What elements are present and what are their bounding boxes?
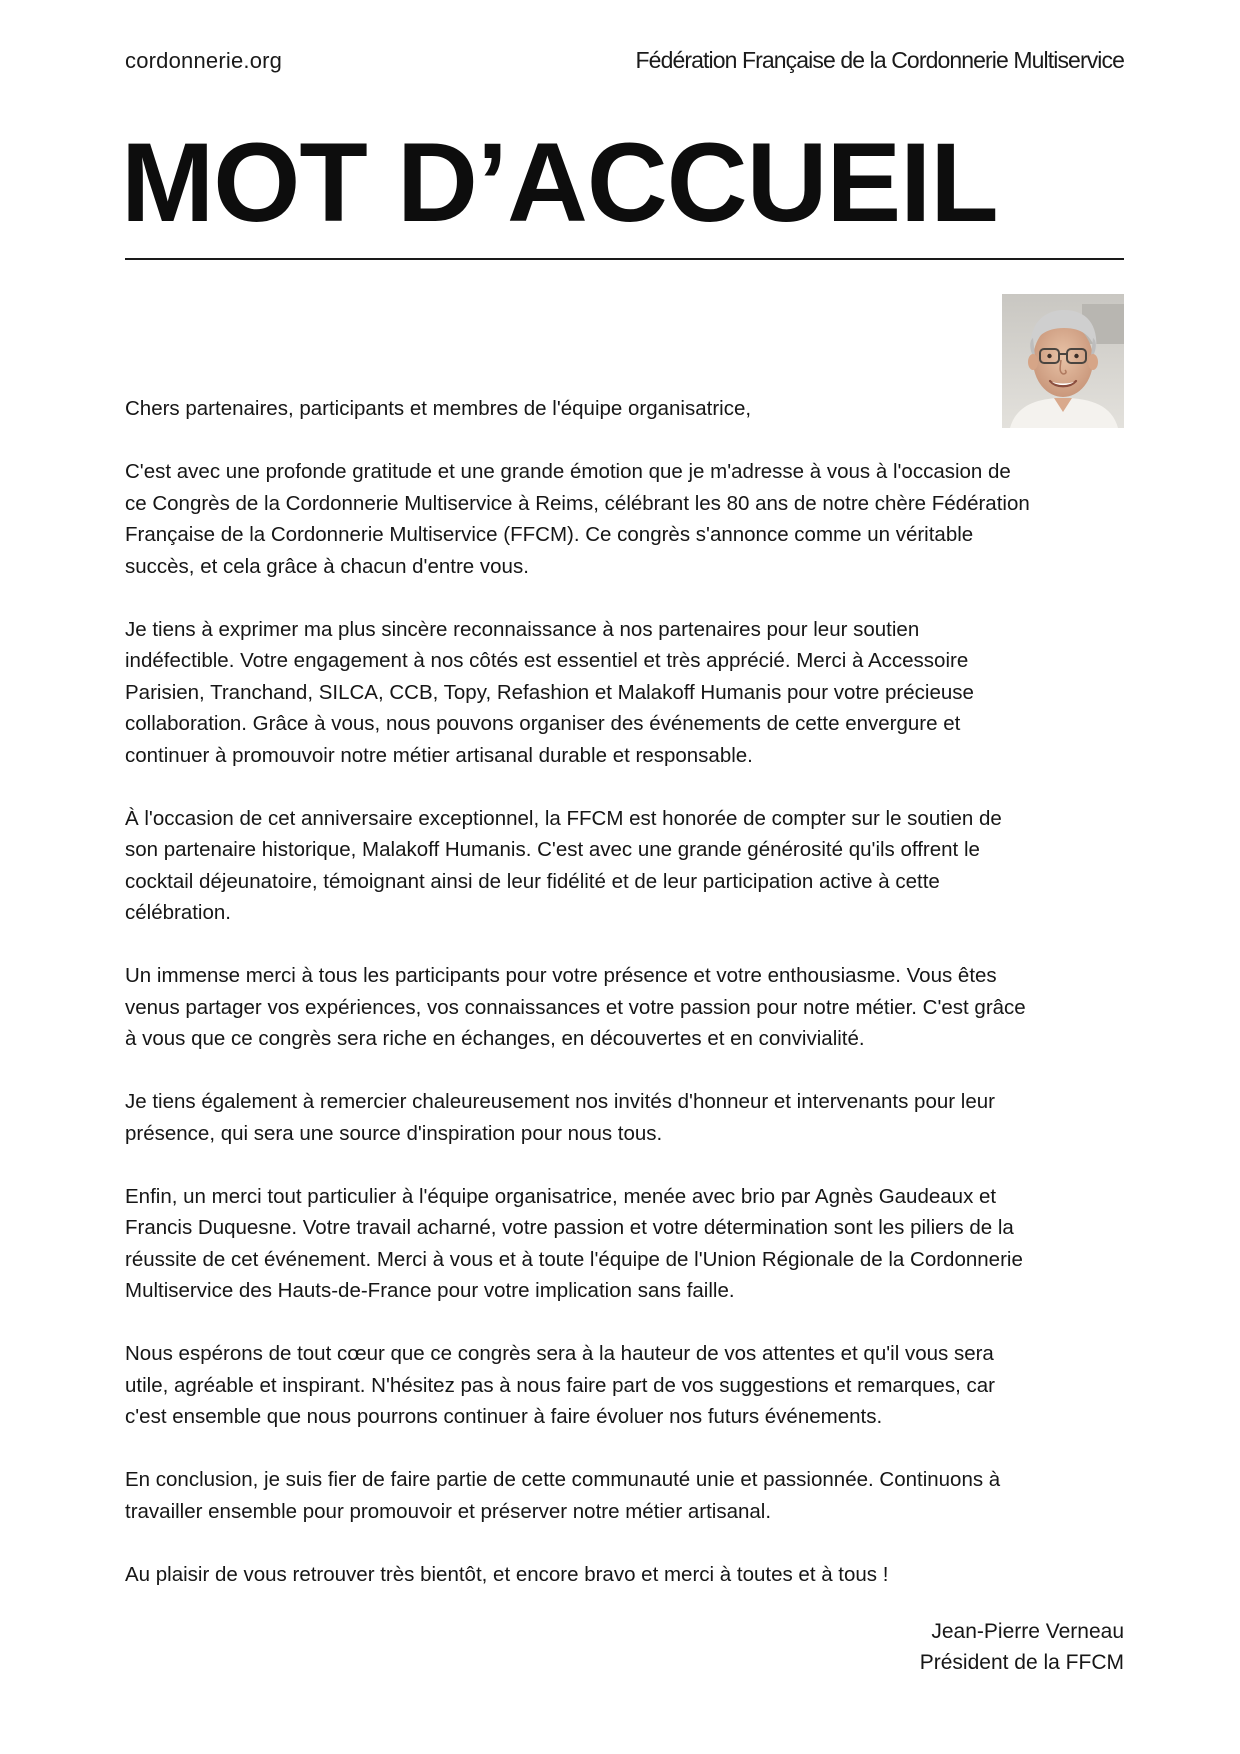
letter-body	[125, 393, 1124, 1622]
letter-paragraph	[125, 614, 1124, 772]
paragraph-line: utile, agréable et inspirant. N'hésitez pas à nous faire part de vos suggestions et remarques, car	[125, 1373, 995, 1397]
letter-paragraph	[125, 960, 1124, 1055]
paragraph-line: Française de la Cordonnerie Multiservice (FFCM). Ce congrès s'annonce comme un véritable	[125, 523, 974, 546]
paragraph-line: Au plaisir de vous retrouver très bientôt, et encore bravo et merci à toutes et à tous !	[125, 1562, 889, 1586]
organization-name: Fédération Française de la Cordonnerie Multiservice	[635, 47, 1124, 73]
paragraph-line: venus partager vos expériences, vos connaissances et votre passion pour notre métier. C'est grâce	[125, 995, 1026, 1019]
letter-greeting: Chers partenaires, participants et membres de l'équipe organisatrice,	[125, 397, 752, 420]
paragraph-line: travailler ensemble pour promouvoir et préserver notre métier artisanal.	[125, 1499, 772, 1523]
signatory-name: Jean-Pierre Verneau	[931, 1620, 1124, 1643]
signature-block	[920, 1616, 1124, 1678]
paragraph-line: Francis Duquesne. Votre travail acharné, votre passion et votre détermination sont les piliers de la	[125, 1216, 1014, 1239]
site-name: cordonnerie.org	[125, 48, 283, 73]
paragraph-line: À l'occasion de cet anniversaire exceptionnel, la FFCM est honorée de compter sur le soutien de	[125, 806, 1002, 830]
paragraph-line: Je tiens à exprimer ma plus sincère reconnaissance à nos partenaires pour leur soutien	[125, 617, 920, 641]
letter-paragraph	[125, 1181, 1124, 1307]
paragraph-line: indéfectible. Votre engagement à nos côtés est essentiel et très apprécié. Merci à Accessoire	[125, 649, 969, 672]
letter-paragraph	[125, 1338, 1124, 1433]
paragraph-line: son partenaire historique, Malakoff Humanis. C'est avec une grande générosité qu'ils offrent le	[125, 838, 980, 861]
page-title: MOT D’ACCUEIL	[121, 120, 998, 245]
letter-paragraph	[125, 456, 1124, 582]
paragraph-line: à vous que ce congrès sera riche en échanges, en découvertes et en convivialité.	[125, 1027, 865, 1050]
paragraph-line: Multiservice des Hauts-de-France pour votre implication sans faille.	[125, 1279, 735, 1302]
paragraph-line: célébration.	[125, 901, 231, 924]
paragraph-line: succès, et cela grâce à chacun d'entre vous.	[125, 554, 529, 578]
paragraph-line: continuer à promouvoir notre métier artisanal durable et responsable.	[125, 743, 753, 767]
paragraph-line: présence, qui sera une source d'inspiration pour nous tous.	[125, 1121, 663, 1145]
paragraph-line: Un immense merci à tous les participants pour votre présence et votre enthousiasme. Vous êtes	[125, 964, 997, 987]
paragraph-line: Je tiens également à remercier chaleureusement nos invités d'honneur et intervenants pour leur	[125, 1090, 995, 1113]
letter-paragraph	[125, 1464, 1124, 1527]
signatory-role: Président de la FFCM	[919, 1651, 1124, 1674]
paragraph-line: En conclusion, je suis fier de faire partie de cette communauté unie et passionnée. Continuons à	[125, 1468, 1001, 1491]
paragraph-line: réussite de cet événement. Merci à vous et à toute l'équipe de l'Union Régionale de la Cordonnerie	[125, 1247, 1023, 1271]
paragraph-line: C'est avec une profonde gratitude et une grande émotion que je m'adresse à vous à l'occasion de	[125, 460, 1011, 483]
document-page	[121, 0, 1124, 1754]
paragraph-line: Nous espérons de tout cœur que ce congrès sera à la hauteur de vos attentes et qu'il vous sera	[125, 1342, 994, 1365]
letter-closing	[125, 1559, 1124, 1591]
paragraph-line: Parisien, Tranchand, SILCA, CCB, Topy, Refashion et Malakoff Humanis pour votre précieuse	[125, 680, 974, 704]
letter-paragraph	[125, 1086, 1124, 1149]
paragraph-line: ce Congrès de la Cordonnerie Multiservice à Reims, célébrant les 80 ans de notre chère Fédération	[125, 491, 1030, 515]
paragraph-line: Enfin, un merci tout particulier à l'équipe organisatrice, menée avec brio par Agnès Gaudeaux et	[125, 1184, 997, 1208]
paragraph-line: cocktail déjeunatoire, témoignant ainsi de leur fidélité et de leur participation active à cette	[125, 869, 940, 893]
paragraph-line: c'est ensemble que nous pourrons continuer à faire évoluer nos futurs événements.	[125, 1405, 883, 1428]
letter-paragraph	[125, 803, 1124, 929]
title-divider	[125, 258, 1124, 260]
paragraph-line: collaboration. Grâce à vous, nous pouvons organiser des événements de cette envergure et	[125, 712, 961, 735]
